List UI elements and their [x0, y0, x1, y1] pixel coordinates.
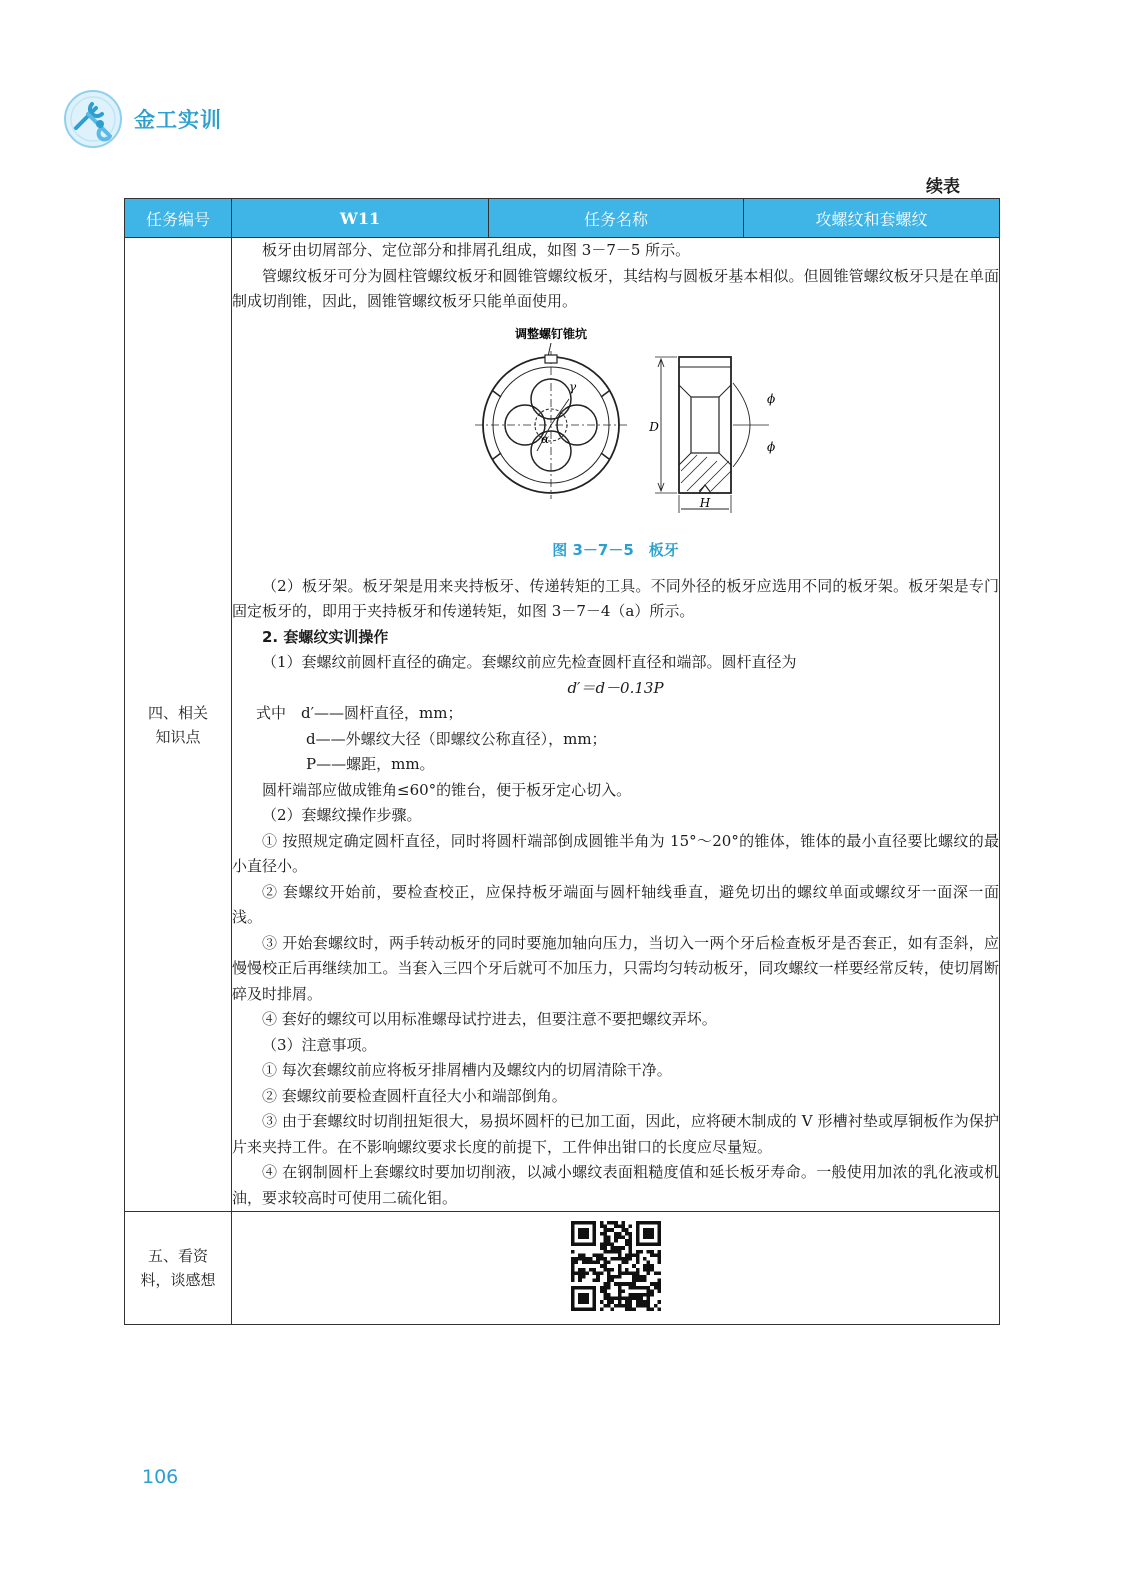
paragraph: 圆杆端部应做成锥角≤60°的锥台，便于板牙定心切入。 [262, 780, 632, 799]
paragraph: ① 每次套螺纹前应将板牙排屑槽内及螺纹内的切屑清除干净。 [262, 1061, 672, 1079]
page-header [62, 88, 362, 152]
header-task-name-label: 任务名称 [489, 199, 744, 238]
header-task-name: 攻螺纹和套螺纹 [744, 199, 1000, 238]
table-header-row [125, 199, 1000, 238]
phi-label-top: ϕ [766, 391, 775, 406]
paragraph: ③ 由于套螺纹时切削扭矩很大，易损坏圆杆的已加工面，因此，应将硬木制成的 V 形槽衬垫或厚铜板作为保护片来夹持工件。在不影响螺纹要求长度的前提下，工件伸出钳口的长度应尽量短。 [232, 1112, 999, 1156]
where-item: P——螺距，mm。 [306, 755, 435, 773]
knowledge-content [232, 238, 1000, 1212]
side-view [655, 357, 769, 513]
section-heading: 2. 套螺纹实训操作 [262, 627, 389, 646]
book-title: 金工实训 [134, 108, 222, 132]
formula: d′＝d－0.13P [567, 678, 664, 697]
qr-cell [232, 1212, 1000, 1325]
wrench-gear-icon [62, 88, 124, 150]
header-task-number: 任务编号 [125, 199, 232, 238]
phi-label-bottom: ϕ [766, 439, 775, 454]
row-label-knowledge-text: 四、相关 知识点 [147, 703, 208, 746]
H-label: H [699, 495, 710, 510]
paragraph: 板牙由切屑部分、定位部分和排屑孔组成，如图 3－7－5 所示。 [262, 241, 691, 259]
gamma-label: γ [568, 379, 576, 394]
row-label-reading [125, 1212, 232, 1325]
task-table [124, 198, 1000, 1325]
reading-row [125, 1212, 1000, 1325]
row-label-knowledge [125, 238, 232, 1212]
where-item: d——外螺纹大径（即螺纹公称直径），mm； [306, 729, 607, 748]
paragraph: ③ 开始套螺纹时，两手转动板牙的同时要施加轴向压力，当切入一两个牙后检查板牙是否套正，如有歪斜，应慢慢校正后再继续加工。当套入三四个牙后就可不加压力，只需均匀转动板牙，同攻螺纹一样要经常反转，使切屑断碎及时排屑。 [232, 933, 999, 1003]
figure-caption: 图 3－7－5 板牙 [552, 541, 679, 559]
paragraph: （3）注意事项。 [262, 1035, 377, 1054]
paragraph: ④ 在钢制圆杆上套螺纹时要加切削液，以减小螺纹表面粗糙度值和延长板牙寿命。一般使用加浓的乳化液或机油，要求较高时可使用二硫化钼。 [232, 1163, 999, 1207]
paragraph: 管螺纹板牙可分为圆柱管螺纹板牙和圆锥管螺纹板牙，其结构与圆板牙基本相似。但圆锥管螺纹板牙只是在单面制成切削锥，因此，圆锥管螺纹板牙只能单面使用。 [232, 266, 999, 310]
page-number: 106 [142, 1466, 179, 1488]
die-drawing [451, 321, 781, 526]
row-label-reading-text: 五、看资 料，谈感想 [140, 1247, 216, 1289]
callout-label: 调整螺钉锥坑 [514, 326, 587, 341]
paragraph: ② 套螺纹前要检查圆杆直径大小和端部倒角。 [262, 1086, 567, 1105]
knowledge-row [125, 238, 1000, 1212]
paragraph: ④ 套好的螺纹可以用标准螺母试拧进去，但要注意不要把螺纹弄坏。 [262, 1010, 717, 1028]
D-label: D [648, 419, 659, 434]
figure-die [232, 321, 999, 535]
front-view [475, 351, 627, 499]
alpha-label: α [540, 431, 549, 446]
continued-label: 续表 [926, 177, 960, 197]
where-item: 式中 d′——圆杆直径，mm； [256, 704, 463, 722]
paragraph: ② 套螺纹开始前，要检查校正，应保持板牙端面与圆杆轴线垂直，避免切出的螺纹单面或螺纹牙一面深一面浅。 [232, 882, 999, 926]
paragraph: （2）套螺纹操作步骤。 [262, 806, 422, 824]
paragraph: ① 按照规定确定圆杆直径，同时将圆杆端部倒成圆锥半角为 15°～20°的锥体，锥体的最小直径要比螺纹的最小直径小。 [232, 831, 999, 875]
paragraph: （2）板牙架。板牙架是用来夹持板牙、传递转矩的工具。不同外径的板牙应选用不同的板牙架。板牙架是专门固定板牙的，即用于夹持板牙和传递转矩，如图 3－7－4（a）所示。 [232, 576, 999, 620]
header-task-code: W11 [232, 199, 489, 238]
qr-code-icon[interactable] [571, 1221, 661, 1311]
paragraph: （1）套螺纹前圆杆直径的确定。套螺纹前应先检查圆杆直径和端部。圆杆直径为 [262, 653, 797, 671]
formula-where-list [232, 701, 999, 778]
